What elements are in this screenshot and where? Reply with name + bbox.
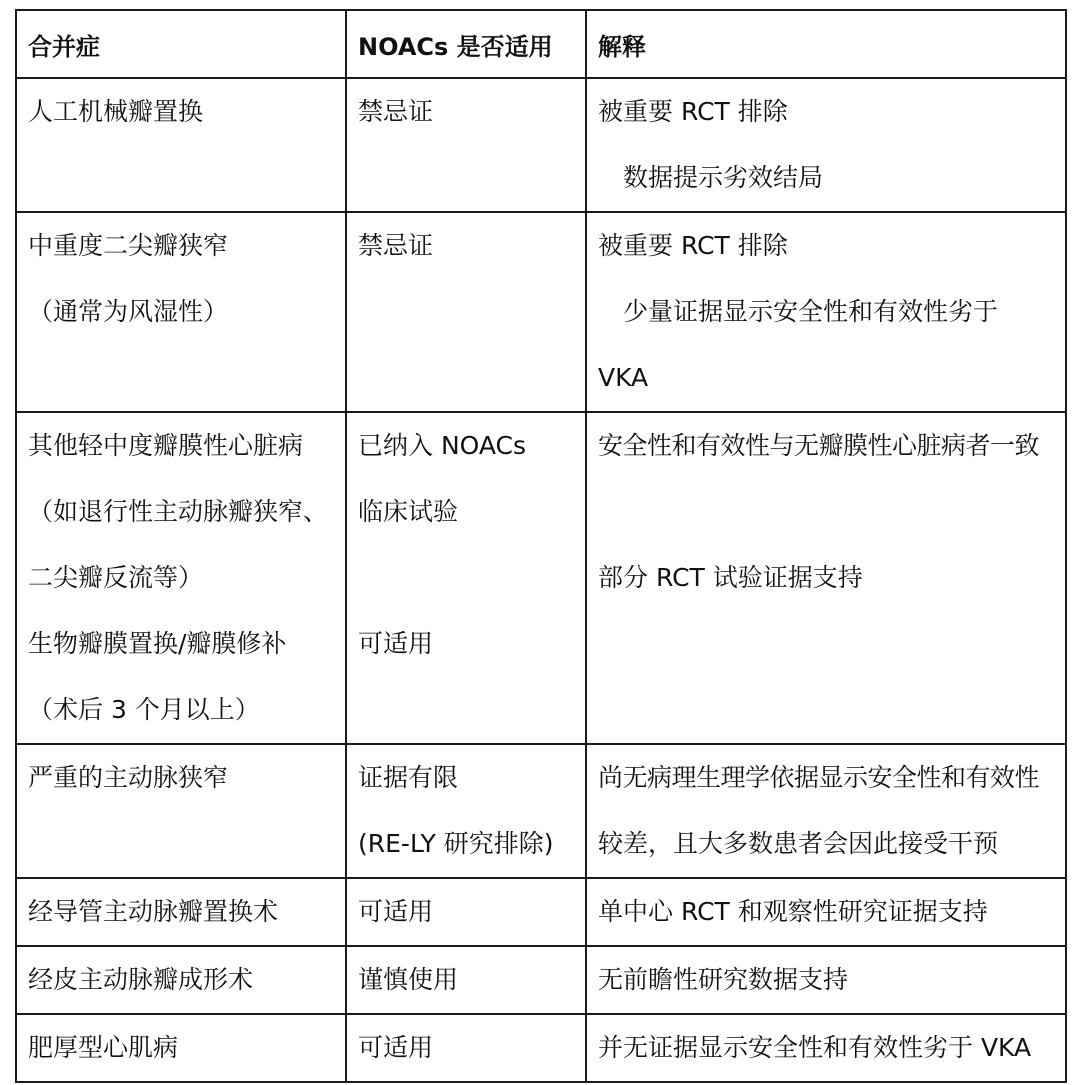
condition-cell <box>16 946 346 1014</box>
explanation-line: 少量证据显示安全性和有效性劣于 <box>623 297 999 326</box>
explanation-line: 数据提示劣效结局 <box>623 163 824 192</box>
applicability-line: 禁忌证 <box>358 231 434 260</box>
condition-line: （如退行性主动脉瓣狭窄、 <box>28 497 329 526</box>
explanation-line: 被重要 RCT 排除 <box>598 97 788 126</box>
condition-line: 严重的主动脉狭窄 <box>28 763 229 792</box>
condition-cell <box>16 212 346 412</box>
explanation-line: 并无证据显示安全性和有效性劣于 VKA <box>598 1033 1032 1062</box>
applicability-cell <box>346 212 586 412</box>
header-condition: 合并症 <box>16 10 346 78</box>
applicability-line: 禁忌证 <box>358 97 434 126</box>
table-row <box>16 212 1066 412</box>
condition-cell <box>16 412 346 744</box>
explanation-line: 单中心 RCT 和观察性研究证据支持 <box>598 897 988 926</box>
explanation-cell <box>586 412 1066 744</box>
condition-line: 生物瓣膜置换/瓣膜修补 <box>28 629 287 658</box>
condition-cell <box>16 878 346 946</box>
applicability-line: 证据有限 <box>358 763 459 792</box>
explanation-line: 尚无病理生理学依据显示安全性和有效性 <box>598 763 1040 792</box>
explanation-line: 被重要 RCT 排除 <box>598 231 788 260</box>
explanation-line: 安全性和有效性与无瓣膜性心脏病者一致 <box>598 431 1040 460</box>
condition-cell <box>16 1014 346 1082</box>
explanation-line: 较差，且大多数患者会因此接受干预 <box>598 829 999 858</box>
applicability-line: 可适用 <box>358 1033 434 1062</box>
applicability-line: 临床试验 <box>358 497 459 526</box>
condition-line: 经导管主动脉瓣置换术 <box>28 897 279 926</box>
explanation-line: VKA <box>598 363 649 392</box>
explanation-spacer <box>598 479 1065 545</box>
applicability-line: 谨慎使用 <box>358 965 459 994</box>
table-row <box>16 412 1066 744</box>
table-row <box>16 78 1066 212</box>
applicability-line: 可适用 <box>358 897 434 926</box>
applicability-cell <box>346 946 586 1014</box>
header-applicability: NOACs 是否适用 <box>346 10 586 78</box>
table-row <box>16 878 1066 946</box>
explanation-cell <box>586 1014 1066 1082</box>
explanation-cell <box>586 878 1066 946</box>
applicability-cell <box>346 78 586 212</box>
table-row <box>16 1014 1066 1082</box>
applicability-cell <box>346 412 586 744</box>
applicability-cell <box>346 878 586 946</box>
header-row <box>16 10 1066 78</box>
condition-line: 二尖瓣反流等） <box>28 563 204 592</box>
condition-cell <box>16 744 346 878</box>
condition-line: 人工机械瓣置换 <box>28 97 204 126</box>
explanation-cell <box>586 212 1066 412</box>
explanation-cell <box>586 946 1066 1014</box>
condition-line: 其他轻中度瓣膜性心脏病 <box>28 431 304 460</box>
explanation-line: 无前瞻性研究数据支持 <box>598 965 849 994</box>
condition-line: 中重度二尖瓣狭窄 <box>28 231 229 260</box>
applicability-line: (RE-LY 研究排除) <box>358 829 554 858</box>
condition-line: （通常为风湿性） <box>28 297 229 326</box>
condition-line: 肥厚型心肌病 <box>28 1033 179 1062</box>
condition-line: （术后 3 个月以上） <box>28 695 260 724</box>
applicability-line: 可适用 <box>358 629 434 658</box>
comorbidity-table <box>15 9 1067 1083</box>
condition-cell <box>16 78 346 212</box>
explanation-cell <box>586 744 1066 878</box>
header-explanation: 解释 <box>586 10 1066 78</box>
explanation-cell <box>586 78 1066 212</box>
applicability-cell <box>346 1014 586 1082</box>
applicability-line: 已纳入 NOACs <box>358 431 527 460</box>
applicability-cell <box>346 744 586 878</box>
condition-line: 经皮主动脉瓣成形术 <box>28 965 254 994</box>
explanation-line: 部分 RCT 试验证据支持 <box>598 563 863 592</box>
table-row <box>16 744 1066 878</box>
table-row <box>16 946 1066 1014</box>
applicability-spacer <box>358 545 585 611</box>
